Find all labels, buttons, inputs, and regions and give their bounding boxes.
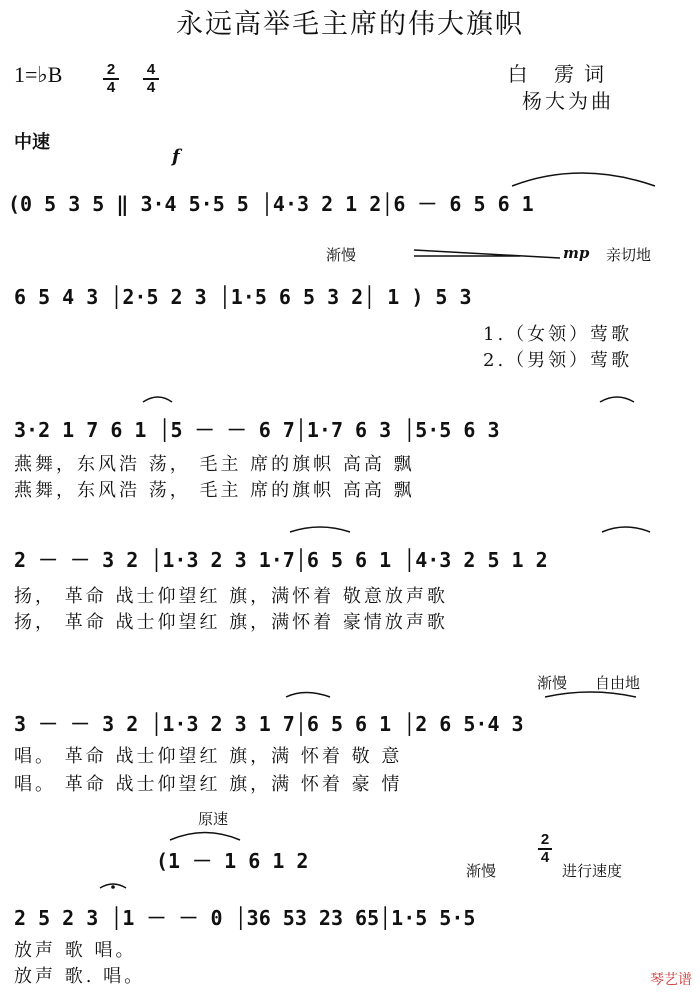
march-tempo-mark: 进行速度: [562, 862, 623, 880]
slur-row-1: [512, 173, 655, 186]
lyric-row-2-verse-1: 1.（女领）莺歌: [483, 324, 633, 345]
ritardando-line: [414, 250, 560, 258]
notation-row-2: 6 5 4 3 │2·5 2 3 │1·5 6 5 3 2│ 1 ) 5 3: [14, 285, 472, 309]
lyric-row-5-verse-2: 唱。 革命 战士仰望红 旗，满 怀着 豪 情: [14, 774, 403, 795]
slur-row-4: [290, 527, 350, 532]
slur-row-5b: [545, 692, 636, 697]
slur-row-3: [143, 397, 172, 402]
dynamic-mp: mp: [563, 244, 590, 262]
time-change-signature: $\frac{2}{4}$: [538, 832, 552, 866]
notation-row-3: 3·2 1 7 6 1 │5 － － 6 7│1·7 6 3 │5·5 6 3: [14, 418, 500, 442]
notation-row-4: 2 － － 3 2 │1·3 2 3 1·7│6 5 6 1 │4·3 2 5 1 2: [14, 548, 548, 572]
song-title: 永远高举毛主席的伟大旗帜: [176, 9, 524, 40]
time-signature-2: $\frac{4}{4}$: [143, 62, 159, 96]
dynamic-forte: f: [172, 146, 180, 167]
time-signature-1: $\frac{2}{4}$: [103, 62, 119, 96]
lyric-row-6-verse-1: 放声 歌 唱。: [14, 940, 137, 961]
lyricist-credit: 白 雳词: [507, 62, 614, 86]
lyric-row-3-verse-1: 燕舞，东风浩 荡， 毛主 席的旗帜 高高 飘: [14, 454, 415, 475]
lyric-row-2-verse-2: 2.（男领）莺歌: [483, 350, 633, 371]
ritardando-mark-3: 渐慢: [466, 862, 497, 880]
slur-row-3b: [600, 397, 634, 402]
key-signature: 1=♭B: [14, 62, 63, 87]
lyric-row-5-verse-1: 唱。 革命 战士仰望红 旗，满 怀着 敬 意: [14, 746, 403, 767]
notation-row-6: 2 5 2 3 │1 － － 0 │36 53 23 65│1·5 5·5: [14, 906, 476, 930]
watermark-logo: 琴艺谱: [650, 972, 692, 988]
lyric-row-3-verse-2: 燕舞，东风浩 荡， 毛主 席的旗帜 高高 飘: [14, 480, 415, 501]
lyric-row-4-verse-2: 扬， 革命 战士仰望红 旗，满怀着 豪情放声歌: [14, 612, 448, 633]
free-tempo-mark: 自由地: [595, 674, 641, 692]
notation-row-1: (0 5 3 5 ‖ 3·4 5·5 5 │4·3 2 1 2│6 － 6 5 6 1: [8, 192, 534, 216]
slur-row-5: [286, 693, 330, 698]
fermata-dot: [111, 885, 115, 889]
ritardando-mark-2: 渐慢: [537, 674, 568, 692]
lyric-row-4-verse-1: 扬， 革命 战士仰望红 旗，满怀着 敬意放声歌: [14, 586, 448, 607]
upper-notation-row-6: (1 － 1 6 1 2: [156, 849, 309, 873]
expression-mark: 亲切地: [606, 246, 652, 264]
composer-credit: 杨大为曲: [522, 89, 614, 113]
slur-row-6: [170, 833, 240, 841]
lyric-row-6-verse-2: 放声 歌. 唱。: [14, 966, 146, 987]
notation-row-5: 3 － － 3 2 │1·3 2 3 1 7│6 5 6 1 │2 6 5·4 3: [14, 712, 524, 736]
a-tempo-mark: 原速: [198, 810, 229, 828]
tempo-marking: 中速: [14, 132, 50, 153]
slur-row-4b: [602, 527, 650, 532]
ritardando-mark-1: 渐慢: [326, 246, 357, 264]
